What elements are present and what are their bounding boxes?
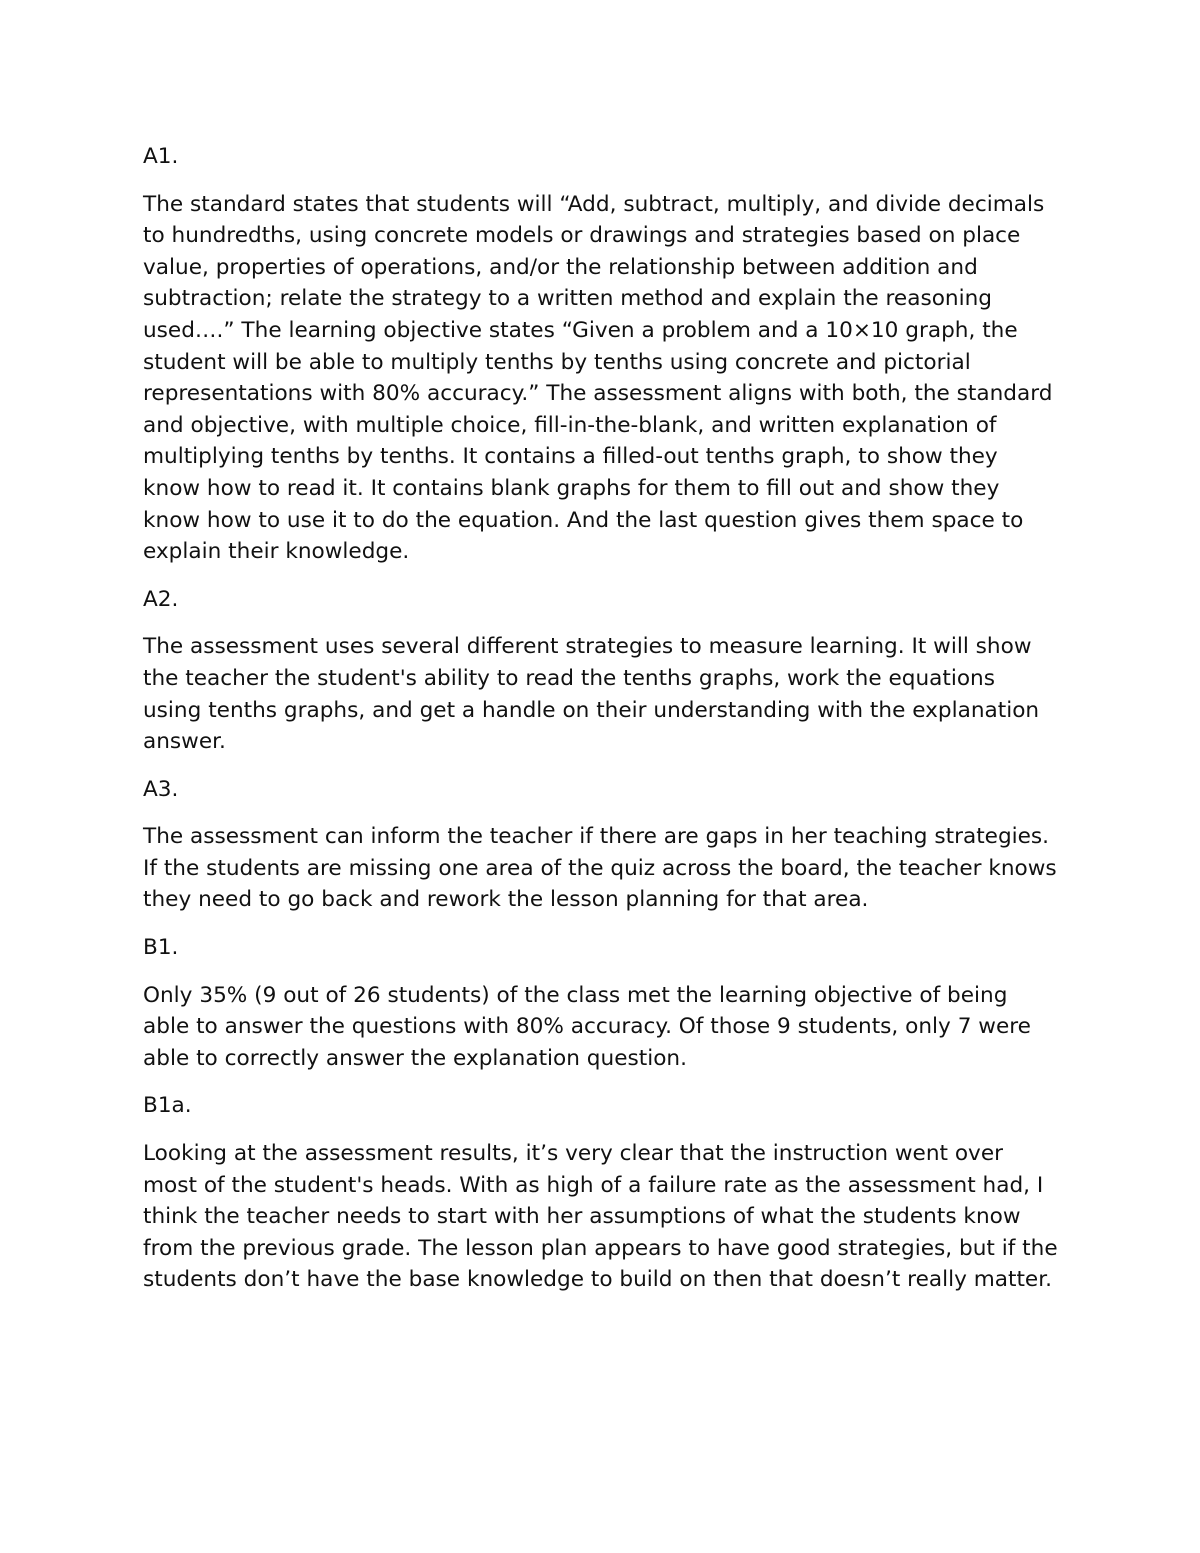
section-body-b1a: Looking at the assessment results, it’s very clear that the instruction went over most of the student's heads. With as high of a failure rate as the assessment had, I think the teacher needs to start with her assumptions of what the students know from the previous grade. The lesson plan appears to have good strategies, but if the students don’t have the base knowledge to build on then that doesn’t really matter. — [143, 1141, 1058, 1293]
section-heading-a3: A3. — [143, 776, 179, 802]
section-heading-a1: A1. — [143, 144, 179, 169]
section-body-a1: The standard states that students will “Add, subtract, multiply, and divide decimals to hundredths, using concrete models or drawings and strategies based on place value, properties of operations, and/or the relationship between addition and subtraction; relate the strategy to a written method and explain the reasoning used….” The learning objective states “Given a problem and a 10×10 graph, the student will be able to multiply tenths by tenths using concrete and pictorial representations with 80% accuracy.” The assessment aligns with both, the standard and objective, with multiple choice, fill-in-the-blank, and written explanation of multiplying tenths by tenths. It contains a filled-out tenths graph, to show they know how to read it. It contains blank graphs for them to fill out and show they know how to use it to do the equation. And the last question gives them space to explain their knowledge. — [143, 191, 1053, 565]
document-page — [143, 141, 1058, 1312]
section-heading-b1a: B1a. — [143, 1093, 192, 1119]
section-heading-a2: A2. — [143, 586, 179, 612]
section-body-a2: The assessment uses several different strategies to measure learning. It will show the teacher the student's ability to read the tenths graphs, work the equations using tenths graphs, and get a handle on their understanding with the explanation answer. — [143, 634, 1040, 755]
section-body-a3: The assessment can inform the teacher if there are gaps in her teaching strategies. If the students are missing one area of the quiz across the board, the teacher knows they need to go back and rework the lesson planning for that area. — [143, 824, 1057, 913]
section-body-b1: Only 35% (9 out of 26 students) of the class met the learning objective of being able to answer the questions with 80% accuracy. Of those 9 students, only 7 were able to correctly answer the explanation question. — [143, 982, 1031, 1071]
section-heading-b1: B1. — [143, 935, 179, 961]
